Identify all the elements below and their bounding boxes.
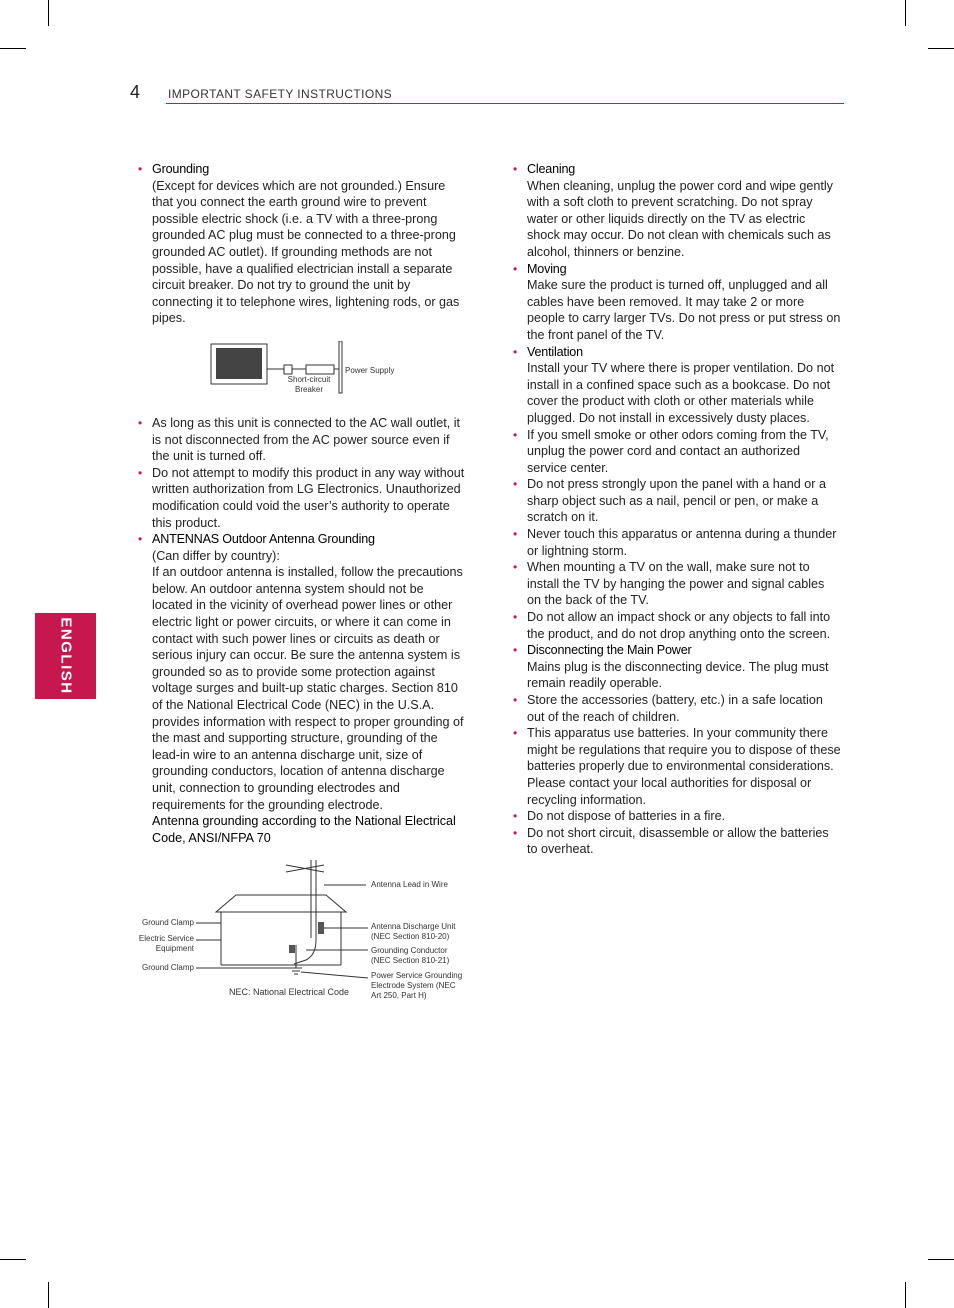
disconnecting-item (511, 642, 841, 692)
grounding-item (136, 161, 466, 327)
list-item (511, 559, 841, 609)
antenna-lead-label: Antenna Lead in Wire (371, 880, 448, 890)
bullet-icon: • (513, 809, 518, 824)
bullet-icon: • (513, 261, 518, 276)
bullet-icon: • (138, 415, 143, 430)
crop-mark (0, 1259, 26, 1260)
grounding-conductor-label: Grounding Conductor (NEC Section 810-21) (371, 946, 450, 966)
bullet-icon: • (138, 532, 143, 547)
ground-clamp-top-label: Ground Clamp (141, 918, 194, 928)
ground-clamp-bottom-label: Ground Clamp (141, 963, 194, 973)
bullet-icon: • (513, 610, 518, 625)
power-service-label: Power Service Grounding Electrode System (NEC Art 250, Part H) (371, 971, 463, 1001)
antennas-title: ANTENNAS Outdoor Antenna Grounding (152, 532, 375, 547)
crop-mark (928, 1259, 954, 1260)
bullet-icon: • (513, 693, 518, 707)
crop-mark (928, 48, 954, 49)
bullet-icon: • (513, 643, 518, 658)
antenna-grounding-figure (136, 860, 466, 1010)
antennas-item (136, 531, 466, 846)
language-tab (35, 613, 96, 699)
list-item (511, 725, 841, 808)
header-rule (166, 103, 844, 104)
bullet-icon: • (513, 560, 518, 575)
bullet-icon: • (513, 162, 518, 176)
list-item (511, 825, 841, 858)
disconnecting-body: Mains plug is the disconnecting device. The plug must remain readily operable. (527, 659, 829, 691)
crop-mark (0, 48, 26, 49)
crop-mark (905, 0, 906, 26)
list-item (136, 465, 466, 531)
section-title: IMPORTANT SAFETY INSTRUCTIONS (168, 87, 393, 101)
list-item (511, 808, 841, 825)
page-header (130, 82, 844, 104)
bullet-icon: • (513, 477, 518, 492)
bullet-icon: • (513, 527, 518, 542)
list-item (511, 427, 841, 477)
cleaning-title: Cleaning (527, 162, 576, 176)
ventilation-item (511, 344, 841, 427)
circuit-breaker-figure (136, 341, 466, 407)
list-item (511, 476, 841, 526)
list-item (511, 526, 841, 559)
moving-title: Moving (527, 261, 567, 276)
cleaning-body: When cleaning, unplug the power cord and wipe gently with a soft cloth to prevent scratching. Do not spray water or other liquids directly on the TV as electric shock may occur. Do not clean with chemicals such as alcohol, thinners or benzine. (527, 178, 833, 259)
list-item-text: Do not dispose of batteries in a fire. (527, 809, 726, 824)
bullet-icon: • (513, 726, 518, 741)
grounding-title: Grounding (152, 162, 210, 176)
cleaning-item (511, 161, 841, 261)
list-item-text: If you smell smoke or other odors coming from the TV, unplug the power cord and contact an authorized service center. (527, 427, 829, 475)
breaker-label: Short-circuit Breaker (287, 374, 331, 394)
ventilation-body: Install your TV where there is proper ventilation. Do not install in a confined space such as a bookcase. Do not cover the product with cloth or other materials while plugged. Do not install in excessively dusty places. (527, 361, 835, 425)
list-item (511, 609, 841, 642)
antennas-bold-line: Antenna grounding according to the National Electrical Code, ANSI/NFPA 70 (152, 814, 456, 845)
list-item-text: This apparatus use batteries. In your community there might be regulations that require you to dispose of these batteries properly due to environmental considerations. Please contact your local authorities for disposal or recycling information. (527, 726, 841, 807)
page-number: 4 (130, 82, 141, 102)
right-column (511, 161, 841, 858)
crop-mark (905, 1282, 906, 1308)
antennas-line1: (Can differ by country): (152, 548, 280, 563)
language-tab-label: ENGLISH (57, 617, 74, 695)
bullet-icon: • (138, 465, 143, 480)
list-item-text: Do not allow an impact shock or any objects to fall into the product, and do not drop anything onto the screen. (527, 610, 831, 641)
bullet-icon: • (513, 825, 518, 840)
power-supply-label: Power Supply (345, 365, 395, 375)
bullet-icon: • (513, 344, 518, 359)
electric-service-label: Electric Service Equipment (138, 934, 194, 954)
bullet-icon: • (138, 162, 143, 176)
moving-body: Make sure the product is turned off, unplugged and all cables have been removed. It may take 2 or more people to carry larger TVs. Do not press or put stress on the front panel of the TV. (527, 278, 841, 342)
ventilation-title: Ventilation (527, 344, 583, 359)
list-item-text: Do not attempt to modify this product in any way without written authorization from LG Electronics. Unauthorized modification could void the user’s authority to operate this product. (152, 465, 465, 530)
disconnecting-title: Disconnecting the Main Power (527, 643, 692, 658)
bullet-icon: • (513, 427, 518, 442)
list-item-text: When mounting a TV on the wall, make sure not to install the TV by hanging the power and signal cables on the back of the TV. (527, 560, 825, 608)
grounding-body: (Except for devices which are not grounded.) Ensure that you connect the earth ground wire to prevent possible electric shock (i.e. a TV with a three-prong grounded AC plug must be connected to a three-prong grounded AC outlet). If grounding methods are not possible, have a qualified electrician install a separate circuit breaker. Do not try to ground the unit by connecting it to telephone wires, lightening rods, or gas pipes. (152, 178, 460, 326)
crop-mark (48, 0, 49, 26)
list-item (511, 692, 841, 725)
left-column (136, 161, 466, 1010)
list-item-text: Do not press strongly upon the panel with a hand or a sharp object such as a nail, pencil or pen, or make a scratch on it. (527, 477, 826, 525)
antennas-body: If an outdoor antenna is installed, follow the precautions below. An outdoor antenna system should not be located in the vicinity of overhead power lines or other electric light or power circuits, or where it can come in contact with such power lines or circuits as death or serious injury can occur. Be sure the antenna system is grounded so as to provide some protection against voltage surges and built-up static charges. Section 810 of the National Electrical Code (NEC) in the U.S.A. provides information with respect to proper grounding of the mast and supporting structure, grounding of the lead-in wire to an antenna discharge unit, size of grounding conductors, location of antenna discharge unit, connection to grounding electrodes and requirements for the grounding electrode. (152, 565, 464, 812)
list-item-text: Do not short circuit, disassemble or allow the batteries to overheat. (527, 825, 829, 857)
discharge-unit-label: Antenna Discharge Unit (NEC Section 810-20) (371, 922, 456, 942)
crop-mark (48, 1282, 49, 1308)
list-item-text: Store the accessories (battery, etc.) in a safe location out of the reach of children. (527, 693, 823, 724)
nec-label: NEC: National Electrical Code (229, 987, 350, 998)
list-item-text: Never touch this apparatus or antenna during a thunder or lightning storm. (527, 527, 837, 558)
moving-item (511, 261, 841, 344)
circuit-breaker-diagram (136, 341, 466, 407)
list-item-text: As long as this unit is connected to the AC wall outlet, it is not disconnected from the AC power source even if the unit is turned off. (152, 415, 461, 464)
list-item (136, 415, 466, 465)
